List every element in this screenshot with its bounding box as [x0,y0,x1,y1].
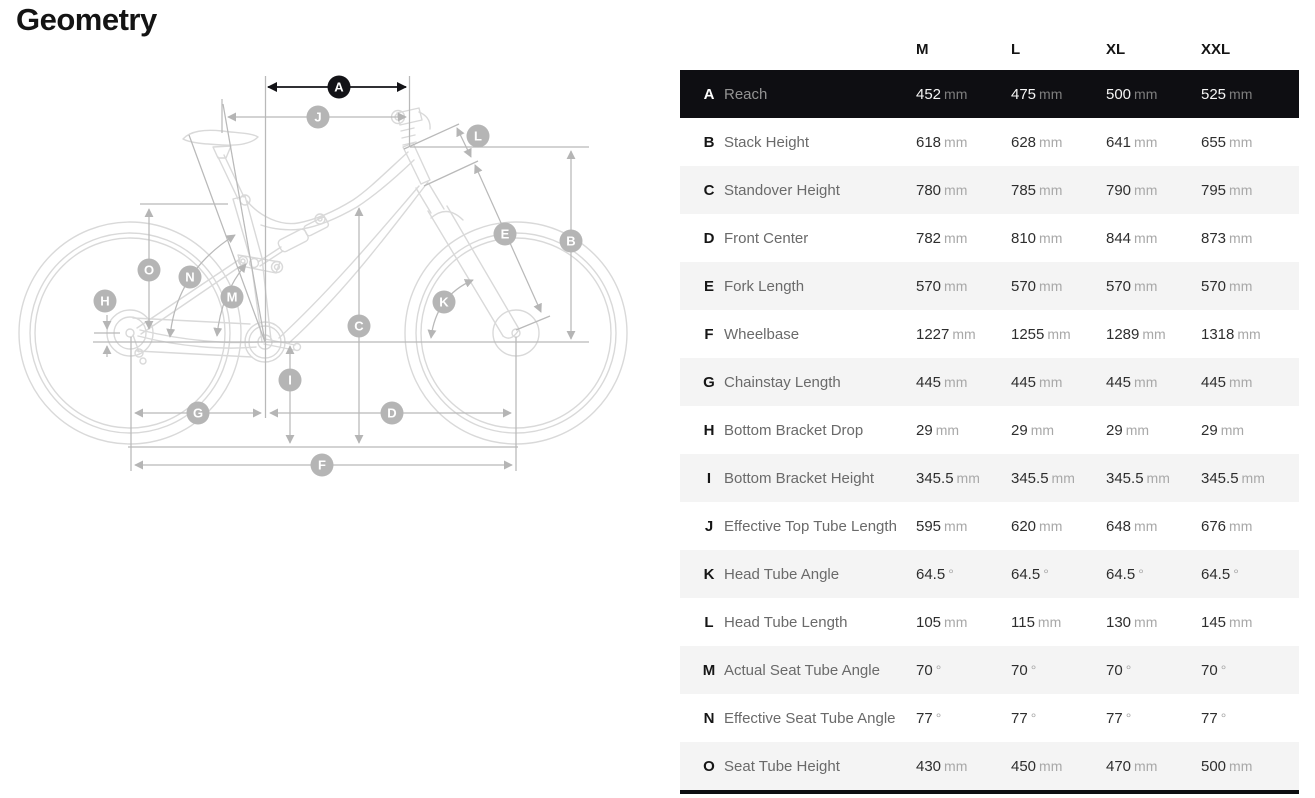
row-letter: I [706,469,712,487]
cell-value: 570 mm [1011,277,1063,295]
diagram-label-k[interactable] [433,291,456,314]
cell-value: 345.5 mm [1011,469,1075,487]
cell-value: 782 mm [916,229,968,247]
row-name: Chainstay Length [724,373,841,391]
cell-value: 1227 mm [916,325,976,343]
row-letter: A [703,85,715,103]
row-letter: K [703,565,715,583]
cell-value: 641 mm [1106,133,1158,151]
row-name: Seat Tube Height [724,757,840,775]
diagram-label-a[interactable] [328,76,351,99]
cell-value: 64.5 ° [916,565,954,583]
row-letter: M [702,661,716,679]
row-name: Front Center [724,229,809,247]
cell-value: 77 ° [1106,709,1132,727]
table-row-f[interactable] [680,310,1299,358]
table-row-m[interactable] [680,646,1299,694]
size-header-xxl: XXL [1201,40,1231,58]
diagram-label-d[interactable] [381,402,404,425]
cell-value: 676 mm [1201,517,1253,535]
row-letter: N [703,709,715,727]
row-letter: H [703,421,715,439]
cell-value: 655 mm [1201,133,1253,151]
size-header-xl: XL [1106,40,1126,58]
row-letter: B [703,133,715,151]
cell-value: 1289 mm [1106,325,1166,343]
cell-value: 500 mm [1106,85,1158,103]
row-name: Effective Seat Tube Angle [724,709,896,727]
svg-text:I: I [288,372,292,388]
row-name: Head Tube Length [724,613,848,631]
svg-text:F: F [318,457,326,473]
diagram-label-f[interactable] [311,454,334,477]
row-name: Stack Height [724,133,810,151]
svg-text:H: H [100,293,110,309]
row-letter: D [703,229,715,247]
cell-value: 790 mm [1106,181,1158,199]
table-row-n[interactable] [680,694,1299,742]
svg-text:G: G [192,405,204,421]
diagram-label-l[interactable] [467,125,490,148]
cell-value: 445 mm [1106,373,1158,391]
table-row-d[interactable] [680,214,1299,262]
svg-text:K: K [439,294,449,310]
table-row-k[interactable] [680,550,1299,598]
diagram-label-m[interactable] [221,286,244,309]
cell-value: 785 mm [1011,181,1063,199]
cell-value: 130 mm [1106,613,1158,631]
cell-value: 29 mm [1201,421,1245,439]
svg-text:L: L [474,128,482,144]
cell-value: 570 mm [1106,277,1158,295]
row-name: Wheelbase [724,325,800,343]
cell-value: 445 mm [1011,373,1063,391]
diagram-label-c[interactable] [348,315,371,338]
cell-value: 445 mm [916,373,968,391]
diagram-labels [94,76,583,477]
svg-text:D: D [387,405,397,421]
cell-value: 475 mm [1011,85,1063,103]
cell-value: 1318 mm [1201,325,1261,343]
cell-value: 780 mm [916,181,968,199]
cell-value: 70 ° [916,661,942,679]
row-letter: O [703,757,715,775]
diagram-label-b[interactable] [560,230,583,253]
table-row-a[interactable] [680,70,1299,118]
cell-value: 618 mm [916,133,968,151]
geometry-table [680,28,1299,794]
cell-value: 29 mm [916,421,960,439]
cell-value: 29 mm [1011,421,1055,439]
svg-text:N: N [185,269,195,285]
cell-value: 64.5 ° [1011,565,1049,583]
table-row-e[interactable] [680,262,1299,310]
cell-value: 64.5 ° [1201,565,1239,583]
cell-value: 525 mm [1201,85,1253,103]
size-header-m: M [916,40,929,58]
row-name: Bottom Bracket Drop [724,421,864,439]
cell-value: 345.5 mm [916,469,980,487]
diagram-label-e[interactable] [494,223,517,246]
cell-value: 795 mm [1201,181,1253,199]
diagram-label-h[interactable] [94,290,117,313]
row-letter: F [704,325,714,343]
cell-value: 105 mm [916,613,968,631]
cell-value: 628 mm [1011,133,1063,151]
cell-value: 70 ° [1201,661,1227,679]
svg-text:J: J [314,109,322,125]
table-body [680,70,1299,794]
cell-value: 445 mm [1201,373,1253,391]
cell-value: 77 ° [916,709,942,727]
cell-value: 70 ° [1011,661,1037,679]
diagram-label-j[interactable] [307,106,330,129]
table-header [680,28,1299,70]
table-row-o[interactable] [680,742,1299,790]
cell-value: 29 mm [1106,421,1150,439]
svg-text:A: A [334,79,344,95]
svg-text:M: M [226,289,238,305]
row-name: Fork Length [724,277,805,295]
cell-value: 115 mm [1011,613,1062,631]
cell-value: 648 mm [1106,517,1158,535]
cell-value: 345.5 mm [1106,469,1170,487]
row-name: Actual Seat Tube Angle [724,661,880,679]
table-row-g[interactable] [680,358,1299,406]
cell-value: 77 ° [1201,709,1227,727]
cell-value: 145 mm [1201,613,1253,631]
svg-text:O: O [143,262,155,278]
svg-text:C: C [354,318,364,334]
cell-value: 595 mm [916,517,968,535]
cell-value: 345.5 mm [1201,469,1265,487]
cell-value: 810 mm [1011,229,1063,247]
cell-value: 452 mm [916,85,968,103]
diagram-label-g[interactable] [187,402,210,425]
measurement-lines [93,76,589,471]
table-row-l[interactable] [680,598,1299,646]
cell-value: 844 mm [1106,229,1158,247]
cell-value: 430 mm [916,757,968,775]
row-name: Bottom Bracket Height [724,469,875,487]
ref-headtube-ext-bottom [424,161,478,186]
cell-value: 500 mm [1201,757,1253,775]
cell-value: 470 mm [1106,757,1158,775]
cell-value: 64.5 ° [1106,565,1144,583]
cell-value: 450 mm [1011,757,1063,775]
row-letter: C [703,181,715,199]
size-header-l: L [1011,40,1021,58]
cell-value: 77 ° [1011,709,1037,727]
row-name: Effective Top Tube Length [724,517,897,535]
cell-value: 570 mm [1201,277,1253,295]
row-name: Standover Height [724,181,840,199]
row-letter: G [703,373,715,391]
row-name: Reach [724,85,768,103]
cell-value: 620 mm [1011,517,1063,535]
diagram-label-o[interactable] [138,259,161,282]
cell-value: 570 mm [916,277,968,295]
row-letter: J [704,517,714,535]
row-name: Head Tube Angle [724,565,840,583]
bike-artwork [19,108,627,444]
table-row-c[interactable] [680,166,1299,214]
table-row-b[interactable] [680,118,1299,166]
diagram-label-i[interactable] [279,369,302,392]
row-letter: L [704,613,714,631]
row-letter: E [703,277,714,295]
page-title: Geometry [16,2,157,37]
diagram-label-n[interactable] [179,266,202,289]
bike-geometry-diagram [0,0,660,500]
table-row-h[interactable] [680,406,1299,454]
cell-value: 70 ° [1106,661,1132,679]
table-row-j[interactable] [680,502,1299,550]
table-row-i[interactable] [680,454,1299,502]
svg-text:E: E [500,226,510,242]
svg-text:B: B [566,233,576,249]
cell-value: 1255 mm [1011,325,1071,343]
cell-value: 873 mm [1201,229,1253,247]
